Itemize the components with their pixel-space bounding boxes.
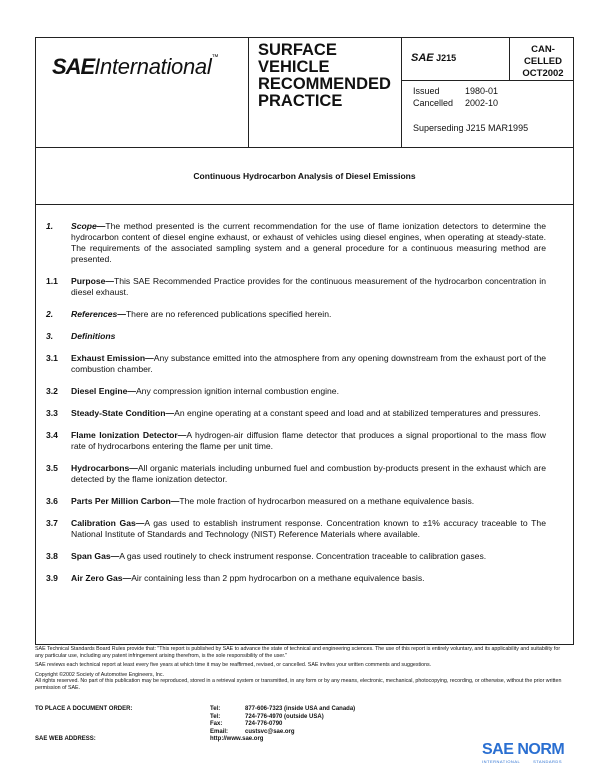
divider-line bbox=[401, 38, 402, 147]
order-email-link[interactable]: custsvc@sae.org bbox=[245, 728, 295, 735]
section-3-4: 3.4 Flame Ionization Detector—A hydrogen-air diffusion flame detector that produces a signal proportional to the mass flow rate of hydrocarbons entering the flame per unit time. bbox=[46, 430, 546, 451]
footer-copyright: Copyright ©2002 Society of Automotive Engineers, Inc. bbox=[35, 671, 165, 678]
superseding-note: Superseding J215 MAR1995 bbox=[413, 123, 529, 133]
section-3-3: 3.3 Steady-State Condition—An engine operating at a constant speed and load and at stabilized temperatures and pressures. bbox=[46, 408, 541, 418]
footer-rules: SAE Technical Standards Board Rules provide that: "This report is published by SAE to advance the state of technical and engineering sciences. The use of this report is entirely voluntary, and its applicability and suitability for any particular use, including any patent infringement arising therefrom, is the sole responsibility of the user." bbox=[35, 646, 561, 659]
legal-footer bbox=[35, 646, 565, 695]
section-2: 2. References—There are no referenced publications specified herein. bbox=[46, 309, 332, 319]
document-frame bbox=[35, 37, 574, 645]
order-label: TO PLACE A DOCUMENT ORDER: bbox=[35, 706, 133, 712]
document-number: SAE J215 bbox=[411, 52, 457, 64]
section-3-5: 3.5 Hydrocarbons—All organic materials including unburned fuel and combustion by-products present in the exhaust which are detected by the flame ionization detector. bbox=[46, 463, 546, 484]
section-3-1: 3.1 Exhaust Emission—Any substance emitted into the atmosphere from any opening downstream from the exhaust port of the combustion chamber. bbox=[46, 353, 546, 374]
section-1-1: 1.1 Purpose—This SAE Recommended Practice provides for the continuous measurement of the hydrocarbon concentration in diesel exhaust. bbox=[46, 276, 546, 297]
header-divider bbox=[36, 147, 573, 148]
section-3: 3. Definitions bbox=[46, 331, 116, 341]
order-contacts: TO PLACE A DOCUMENT ORDER: Tel: 877-606-7323 (inside USA and Canada) Tel: 724-776-4970 (outside USA) Fax: 724-776-0790 Email: custsvc@sae.org SAE WEB ADDRESS: http://www.sae.org bbox=[35, 706, 575, 744]
document-title: Continuous Hydrocarbon Analysis of Diesel Emissions bbox=[193, 171, 416, 181]
section-1: 1. Scope—The method presented is the current recommendation for the use of flame ionization detectors to determine the hydrocarbon content of diesel engine exhaust, or exhaust of vehicles using diesel engines, when operating at steady-state. The requirements of the associated sampling system and a general procedure for a continuous measuring method are presented. bbox=[46, 221, 546, 264]
sae-international-logo: SAEInternational™ bbox=[52, 54, 219, 79]
title-divider bbox=[36, 204, 573, 205]
divider-line bbox=[248, 38, 249, 147]
order-tel-2: 724-776-4970 (outside USA) bbox=[245, 713, 324, 720]
footer-rights: All rights reserved. No part of this publication may be reproduced, stored in a retrieval system or transmitted, in any form or by any means, electronic, mechanical, photocopying, recording, or otherwise, without the prior written permission of SAE. bbox=[35, 678, 562, 691]
divider-line bbox=[401, 80, 574, 81]
footer-review: SAE reviews each technical report at least every five years at which time it may be reaffirmed, revised, or cancelled. SAE invites your written comments and suggestions. bbox=[35, 662, 432, 669]
issue-dates: Issued 1980-01 Cancelled 2002-10 bbox=[413, 86, 499, 108]
document-body bbox=[46, 221, 546, 595]
web-label: SAE WEB ADDRESS: bbox=[35, 736, 96, 742]
section-3-9: 3.9 Air Zero Gas—Air containing less than 2 ppm hydrocarbon on a methane equivalence basis. bbox=[46, 573, 425, 583]
divider-line bbox=[509, 38, 510, 80]
document-type: SURFACE VEHICLE RECOMMENDED PRACTICE bbox=[258, 41, 391, 110]
section-3-7: 3.7 Calibration Gas—A gas used to establish instrument response. Concentration known to ±1% accuracy traceable to The National Institute of Standards and Technology (NIST) Reference Materials where available. bbox=[46, 518, 546, 539]
order-fax: 724-776-0790 bbox=[245, 721, 283, 727]
section-3-6: 3.6 Parts Per Million Carbon—The mole fraction of hydrocarbon measured on a methane equivalence basis. bbox=[46, 496, 475, 506]
section-3-2: 3.2 Diesel Engine—Any compression ignition internal combustion engine. bbox=[46, 386, 339, 396]
cancelled-stamp: CAN- CELLED OCT2002 bbox=[522, 44, 564, 79]
sae-norm-logo: SAE NORM INTERNATIONAL STANDARDS bbox=[482, 741, 565, 764]
section-3-8: 3.8 Span Gas—A gas used routinely to check instrument response. Concentration traceable to calibration gases. bbox=[46, 551, 487, 561]
order-tel-1: 877-606-7323 (inside USA and Canada) bbox=[245, 706, 356, 712]
web-address-link[interactable]: http://www.sae.org bbox=[210, 736, 264, 742]
